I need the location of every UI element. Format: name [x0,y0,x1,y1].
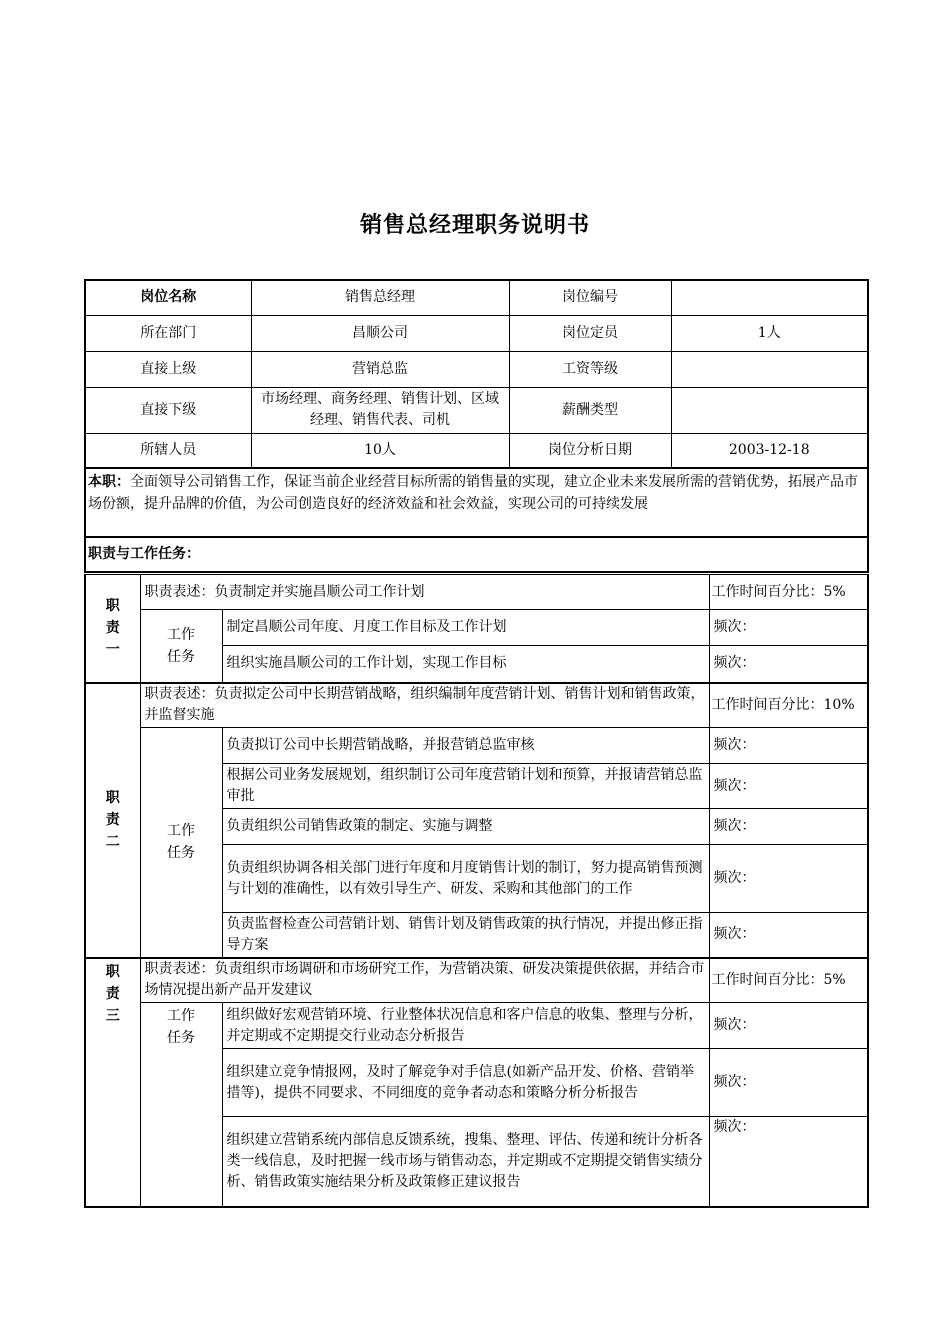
task-text: 组织实施昌顺公司的工作计划，实现工作目标 [222,646,709,683]
task-label: 工作 任务 [140,1003,222,1207]
page-title: 销售总经理职务说明书 [359,213,590,238]
task-text: 根据公司业务发展规划，组织制订公司年度营销计划和预算，并报请营销总监审批 [222,764,709,809]
info-row [85,387,868,433]
task-text: 负责拟订公司中长期营销战略，并报营销总监审核 [222,728,709,764]
info-row [85,315,868,351]
field-value: 销售总经理 [251,280,509,315]
field-label: 直接上级 [85,351,251,387]
duties-heading-row [85,537,868,572]
duty-name: 职 责 三 [85,958,140,1207]
time-percentage: 工作时间百分比：5% [709,575,868,610]
field-label: 直接下级 [85,387,251,433]
task-text: 负责组织公司销售政策的制定、实施与调整 [222,809,709,845]
job-info-table [84,279,869,573]
task-row [85,610,868,646]
field-label: 岗位定员 [509,315,671,351]
field-value: 市场经理、商务经理、销售计划、区域经理、销售代表、司机 [251,387,509,433]
info-row [85,351,868,387]
field-label: 所在部门 [85,315,251,351]
frequency: 频次： [709,845,868,913]
duty-statement: 职责表述：负责制定并实施昌顺公司工作计划 [140,575,709,610]
task-text: 组织建立竞争情报网，及时了解竞争对手信息(如新产品开发、价格、营销举措等)，提供不同要求、不同细度的竞争者动态和策略分析分析报告 [222,1049,709,1117]
field-value: 昌顺公司 [251,315,509,351]
frequency: 频次： [709,764,868,809]
info-row [85,280,868,315]
duty-statement-row [85,683,868,728]
task-text: 负责组织协调各相关部门进行年度和月度销售计划的制订，努力提高销售预测与计划的准确性，以有效引导生产、研发、采购和其他部门的工作 [222,845,709,913]
field-label: 薪酬类型 [509,387,671,433]
field-value [671,280,868,315]
time-percentage: 工作时间百分比：5% [709,958,868,1003]
frequency: 频次： [709,809,868,845]
field-value: 营销总监 [251,351,509,387]
summary-label: 本职： [88,474,130,490]
frequency: 频次： [709,1049,868,1117]
summary-text: 全面领导公司销售工作，保证当前企业经营目标所需的销售量的实现，建立企业未来发展所需的营销优势，拓展产品市场份额，提升品牌的价值，为公司创造良好的经济效益和社会效益，实现公司的可持续发展 [88,474,858,512]
field-value: 1人 [671,315,868,351]
duties-heading: 职责与工作任务： [85,537,868,572]
duty-statement-row [85,575,868,610]
field-label: 岗位名称 [85,280,251,315]
frequency: 频次： [709,610,868,646]
field-value: 10人 [251,433,509,468]
duty-name: 职 责 一 [85,575,140,683]
field-label: 所辖人员 [85,433,251,468]
duty-name: 职 责 二 [85,683,140,958]
field-label: 岗位分析日期 [509,433,671,468]
duties-table [84,574,869,1208]
info-row [85,433,868,468]
field-value: 2003-12-18 [671,433,868,468]
field-value [671,387,868,433]
frequency: 频次： [709,1003,868,1049]
task-text: 制定昌顺公司年度、月度工作目标及工作计划 [222,610,709,646]
field-value [671,351,868,387]
time-percentage: 工作时间百分比：10% [709,683,868,728]
task-label: 工作 任务 [140,610,222,683]
frequency: 频次： [709,1117,868,1207]
task-row [85,1003,868,1049]
field-label: 工资等级 [509,351,671,387]
task-text: 负责监督检查公司营销计划、销售计划及销售政策的执行情况，并提出修正指导方案 [222,913,709,958]
frequency: 频次： [709,728,868,764]
field-label: 岗位编号 [509,280,671,315]
task-text: 组织建立营销系统内部信息反馈系统，搜集、整理、评估、传递和统计分析各类一线信息，及时把握一线市场与销售动态，并定期或不定期提交销售实绩分析、销售政策实施结果分析及政策修正建议报告 [222,1117,709,1207]
duty-statement: 职责表述：负责组织市场调研和市场研究工作，为营销决策、研发决策提供依据，并结合市场情况提出新产品开发建议 [140,958,709,1003]
task-label: 工作 任务 [140,728,222,958]
duty-statement-row [85,958,868,1003]
duty-statement: 职责表述：负责拟定公司中长期营销战略，组织编制年度营销计划、销售计划和销售政策，并监督实施 [140,683,709,728]
frequency: 频次： [709,913,868,958]
summary-row [85,468,868,537]
frequency: 频次： [709,646,868,683]
job-summary [85,468,868,537]
task-text: 组织做好宏观营销环境、行业整体状况信息和客户信息的收集、整理与分析，并定期或不定期提交行业动态分析报告 [222,1003,709,1049]
task-row [85,728,868,764]
